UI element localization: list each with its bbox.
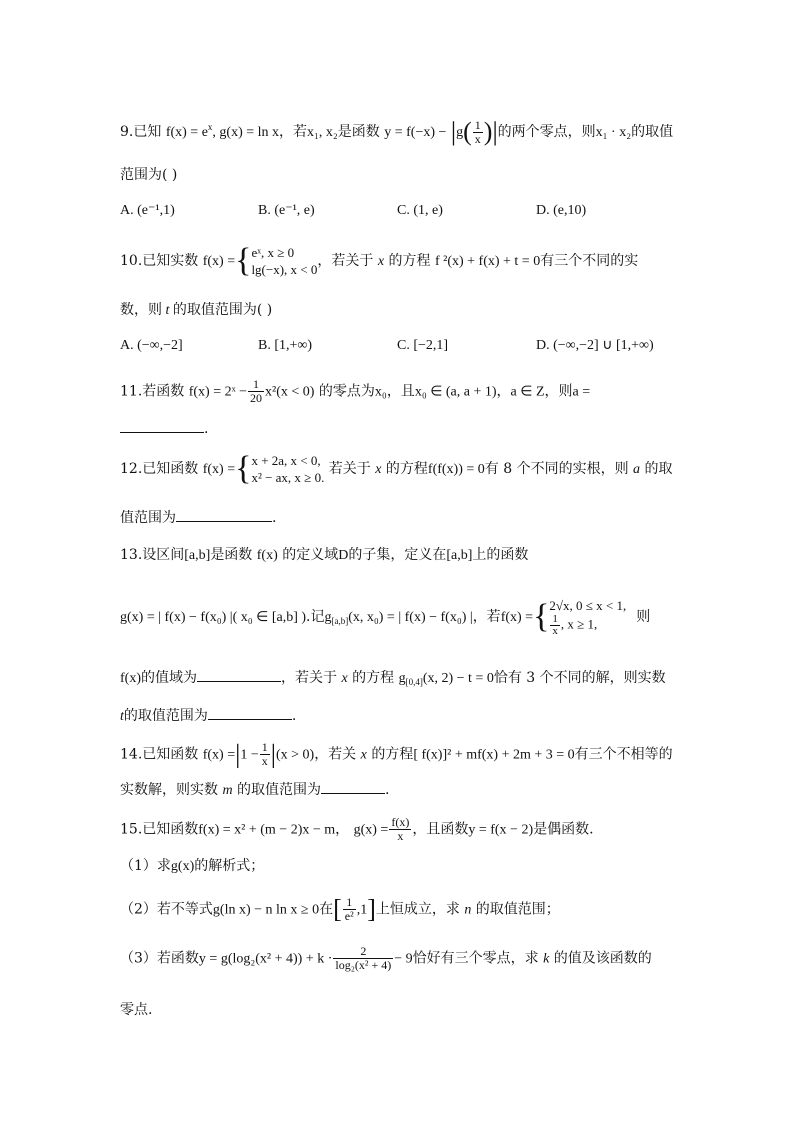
q13-number: 13. (120, 547, 143, 563)
q9-text-a: 已知 (133, 124, 162, 140)
q13-g3-subscript: [a,b] (331, 616, 349, 626)
q12-line2 (120, 507, 276, 528)
q9-option-b[interactable]: B. (e⁻¹, e) (258, 203, 315, 218)
q10-text-d: 有三个不同的实 (540, 253, 639, 269)
q14-text-c: 的方程 (371, 746, 414, 763)
q10-number: 10. (120, 253, 143, 269)
q9-option-c[interactable]: C. (1, e) (397, 203, 443, 218)
q15-p3-denominator: log₂(x² + 4) (335, 958, 392, 972)
q15-p1c: 的解析式； (194, 858, 265, 874)
q9-option-a[interactable]: A. (e⁻¹,1) (120, 203, 175, 218)
q15-line5: 零点. (120, 1002, 153, 1018)
q11-text-a: 若函数 (142, 383, 185, 400)
q11-fx: f(x) = 2ˣ − (188, 384, 248, 400)
q12-number: 12. (120, 461, 143, 477)
q15-p1b: g(x) (170, 859, 195, 874)
q13-interval: [a,b] (184, 548, 211, 563)
q10-case1: eˣ, x ≥ 0 (251, 245, 295, 260)
q14-equation: [ f(x)]² + mf(x) + 2m + 3 = 0 (413, 747, 575, 763)
q13-text-l3g: 恰有 3 个不同的解，则实数 (493, 670, 666, 686)
q13-range-blank[interactable] (197, 667, 281, 682)
q10-text-l2: 数，则 (120, 302, 162, 318)
q15-p3d: 恰好有三个零点，求 (412, 950, 539, 967)
q13-text-a: 设区间 (142, 547, 185, 563)
q10-text-l2b: 的取值范围为( ) (172, 302, 273, 318)
q15-p2c: 在 (319, 901, 334, 918)
q15-part1 (120, 856, 264, 877)
q15-text-a: 已知函数 (142, 821, 199, 838)
q11-text-e: ，则 (544, 383, 573, 400)
q13-cases: 2√x, 0 ≤ x < 1, $\frac{1}{x}$ , x ≥ 1, (549, 598, 627, 637)
q11-number: 11. (120, 383, 143, 400)
q13-fx-def: f(x) = (500, 610, 534, 625)
q13-text-g6: 则 (636, 609, 651, 625)
q11-text-c: ，且 (386, 383, 415, 400)
q13-text-l4a: 的取值范围为 (123, 708, 208, 724)
q10-option-a[interactable]: A. (−∞,−2] (120, 338, 183, 353)
q14-line1: 14.已知函数 f(x) =|1 − $\frac{1}{x}$ |(x > 0)，若关 x 的方程[ f(x)]² + mf(x) + 2m + 3 = 0有三个不相等的 (120, 739, 673, 769)
q13-text-g4: ，若 (472, 609, 501, 625)
q15-even-fn: y = f(x − 2) (468, 822, 534, 838)
q9-text-c: 是函数 (337, 124, 380, 140)
q15-p2d: 上恒成立，求 (375, 901, 460, 918)
q14-text-l2b: 的取值范围为 (237, 782, 322, 798)
q13-end: . (291, 708, 297, 724)
q15-p3e: 的值及该函数的 (553, 950, 652, 967)
q13-case1: 2√x, 0 ≤ x < 1, (549, 598, 627, 613)
q13-line3: f(x)的值域为 ，若关于 x 的方程 $g_{[0,4]}(x$, 2) − t = 0恰有 3 个不同的解，则实数 (120, 667, 666, 692)
q11-text-b: 的零点为 (318, 383, 375, 400)
q15-p2b: g(ln x) − n ln x ≥ 0 (212, 902, 320, 918)
q9-number: 9. (120, 124, 134, 140)
q15-number: 15. (120, 821, 143, 838)
q13-text-e: 上的函数 (472, 547, 529, 563)
q10-case2: lg(−x), x < 0 (251, 262, 318, 277)
q9-product: x₁ · x₂ (595, 125, 632, 140)
q12-fx: f(x) = (202, 462, 236, 477)
q15-g-numerator: f(x) (391, 815, 410, 829)
q12-text-e: 的取 (644, 461, 673, 477)
q11-a-eq: a = (572, 384, 591, 400)
q14-line2: 实数解，则实数 m 的取值范围为 . (120, 779, 389, 801)
q9-text-b: ，若 (279, 124, 308, 140)
q9-text-e: 的取值 (631, 124, 674, 140)
q12-text-a: 已知函数 (142, 461, 199, 477)
q9-option-d[interactable]: D. (e,10) (536, 203, 587, 218)
q15-text-b: ， (335, 821, 350, 838)
q12-answer-blank[interactable] (176, 507, 272, 522)
q12-equation: f(f(x)) = 0 (427, 462, 485, 477)
q11-answer-blank[interactable] (120, 418, 204, 433)
q12-end: . (272, 510, 277, 526)
q15-p3b: y = g(log₂(x² + 4)) + k · (198, 951, 333, 967)
q9-fn1: f(x) = e (165, 125, 208, 140)
q9-line1: 9.已知 $f(x) = e^x$, g(x) = ln x，若x₁, x₂是函数 y = f(−x) − |g( $\frac{1}{x}$ )|的两个零点，则x₁ · x₂的取值 (120, 117, 674, 146)
q14-end: . (385, 782, 390, 798)
q13-g-def: g(x) = | f(x) − f(x₀) |( x₀ ∈ [a,b] ) (120, 610, 307, 625)
q15-text-c: ，且函数 (412, 821, 469, 838)
q13-equation: (x, 2) − t = 0 (422, 671, 494, 686)
q9-line2: 范围为( ) (120, 167, 178, 183)
q10-option-c[interactable]: C. [−2,1] (397, 338, 449, 353)
q15-fx: f(x) = x² + (m − 2)x − m (198, 822, 336, 838)
q14-fx: f(x) = (202, 747, 236, 763)
q9-g: g (456, 125, 464, 140)
q13-text-l3d: 的方程 (352, 670, 395, 686)
q12-text-d: 有 8 个不同的实根，则 (484, 461, 629, 477)
q9-fn2: , g(x) = ln x (212, 125, 280, 140)
q10-text-b: ，若关于 (317, 253, 374, 269)
q13-text-l3c: ，若关于 (281, 670, 337, 686)
q13-g-subscript: [0,4] (405, 677, 423, 687)
q13-text-c: 的定义域 (282, 547, 339, 563)
q13-fx: f(x) (256, 548, 278, 563)
q11-line2 (120, 418, 208, 439)
q13-fx-ref: f(x) (120, 671, 141, 686)
q12-text-b: 若关于 (328, 461, 371, 477)
q13-case2: , x ≥ 1, (560, 616, 598, 632)
q13-text-l3b: 的值域为 (141, 670, 197, 686)
q15-p2a: （2）若不等式 (120, 901, 213, 918)
q13-text-d: 的子集，定义在 (348, 547, 447, 563)
q12-line1: 12.已知函数 f(x) ={ x + 2a, x < 0, x² − ax, x ≥ 0. 若关于 x 的方程f(f(x)) = 0有 8 个不同的实根，则 a 的取 (120, 450, 673, 487)
q15-part2: （2）若不等式g(ln x) − n ln x ≥ 0在[ $\frac{1}{\text{e²}}$ ,1]上恒成立，求 n 的取值范围； (120, 894, 560, 924)
q14-text-a: 已知函数 (142, 746, 199, 763)
q12-case1: x + 2a, x < 0, (251, 453, 321, 468)
q14-condition: (x > 0) (275, 747, 315, 763)
q14-text-b: ，若关 (314, 746, 357, 763)
q11-text-d: ， (496, 383, 511, 400)
q10-option-b[interactable]: B. [1,+∞) (258, 338, 313, 353)
q11-condition2: a ∈ Z (510, 384, 545, 400)
q10-option-d[interactable]: D. (−∞,−2] ∪ [1,+∞) (536, 338, 654, 353)
q14-number: 14. (120, 746, 143, 763)
q15-p3a: （3）若函数 (120, 950, 199, 967)
q12-cases (251, 452, 324, 486)
q11-x0: x₀ (374, 384, 387, 400)
q15-p1a: （1）求 (120, 858, 171, 874)
q10-cases (251, 244, 317, 278)
q12-text-c: 的方程 (385, 461, 428, 477)
q13-t-blank[interactable] (208, 705, 292, 720)
q10-fx: f(x) = (202, 254, 236, 269)
q9-text-d: 的两个零点，则 (497, 124, 596, 140)
q14-abs: 1 − (240, 747, 259, 763)
q15-line1 (120, 816, 594, 843)
q10-text-c: 的方程 (388, 253, 431, 269)
q13-line1: 13.设区间[a,b]是函数 f(x) 的定义域D的子集，定义在[a,b]上的函数 (120, 547, 529, 563)
q12-text-l2: 值范围为 (120, 510, 176, 526)
q15-p3-numerator: 2 (333, 945, 393, 959)
q9-frac: $\frac{1}{x}$ (474, 117, 481, 146)
q10-line2: 数，则 t 的取值范围为( ) (120, 302, 273, 318)
q13-text-g2: .记 (306, 609, 325, 625)
q11-condition: x₀ ∈ (a, a + 1) (414, 384, 497, 400)
q9-fx: $f(x) = e^x$, g(x) = ln x (165, 122, 280, 140)
q11-end: . (204, 421, 209, 437)
q15-part3: （3）若函数y = g(log₂(x² + 4)) + k · $\frac{2}{\text{log₂(x² + 4)}}$ − 9恰好有三个零点，求 k 的值及该函数的 (120, 944, 652, 972)
q15-gx: g(x) = (353, 822, 389, 838)
q15-p3c: − 9 (394, 951, 413, 967)
q10-equation: f ²(x) + f(x) + t = 0 (434, 254, 541, 269)
q14-answer-blank[interactable] (321, 779, 385, 794)
q9-y: y = f(−x) − (384, 125, 447, 140)
q13-g-ref: g (398, 671, 406, 686)
q15-p2e: 的取值范围； (475, 901, 560, 918)
q12-case2: x² − ax, x ≥ 0. (251, 470, 325, 485)
q13-domain: D (338, 548, 349, 563)
q10-line1: 10.已知实数 f(x) ={ eˣ, x ≥ 0 lg(−x), x < 0 ，若关于 x 的方程 f ²(x) + f(x) + t = 0有三个不同的实 (120, 242, 639, 279)
q9-zeros: x₁, x₂ (307, 125, 338, 140)
q11-line1: 11.若函数 f(x) = 2ˣ − $\frac{1}{20}$ x²(x < 0) 的零点为x₀，且x₀ ∈ (a, a + 1)，a ∈ Z，则a = (120, 377, 591, 405)
q13-text-b: 是函数 (210, 547, 253, 563)
q10-text-a: 已知实数 (142, 253, 199, 269)
q15-text-d: 是偶函数. (533, 821, 594, 838)
q14-text-d: 有三个不相等的 (574, 746, 673, 763)
q13-line2: g(x) = | f(x) − f(x₀) |( x₀ ∈ [a,b] ).记$g_{[a,b]}(x$, x₀) = | f(x) − f(x₀) |，若f(x) ={ 2√x, 0 ≤ x < 1, $\frac{1}{x}$ , x ≥ 1, 则 (120, 598, 651, 637)
q11-fx2: x²(x < 0) (265, 384, 315, 400)
q13-g3: g (324, 610, 332, 625)
q14-text-l2: 实数解，则实数 (120, 782, 218, 798)
q13-line4: t的取值范围为 . (120, 705, 296, 727)
q15-g-denominator: x (397, 829, 404, 843)
q13-g3b: (x, x₀) = | f(x) − f(x₀) | (348, 610, 473, 625)
